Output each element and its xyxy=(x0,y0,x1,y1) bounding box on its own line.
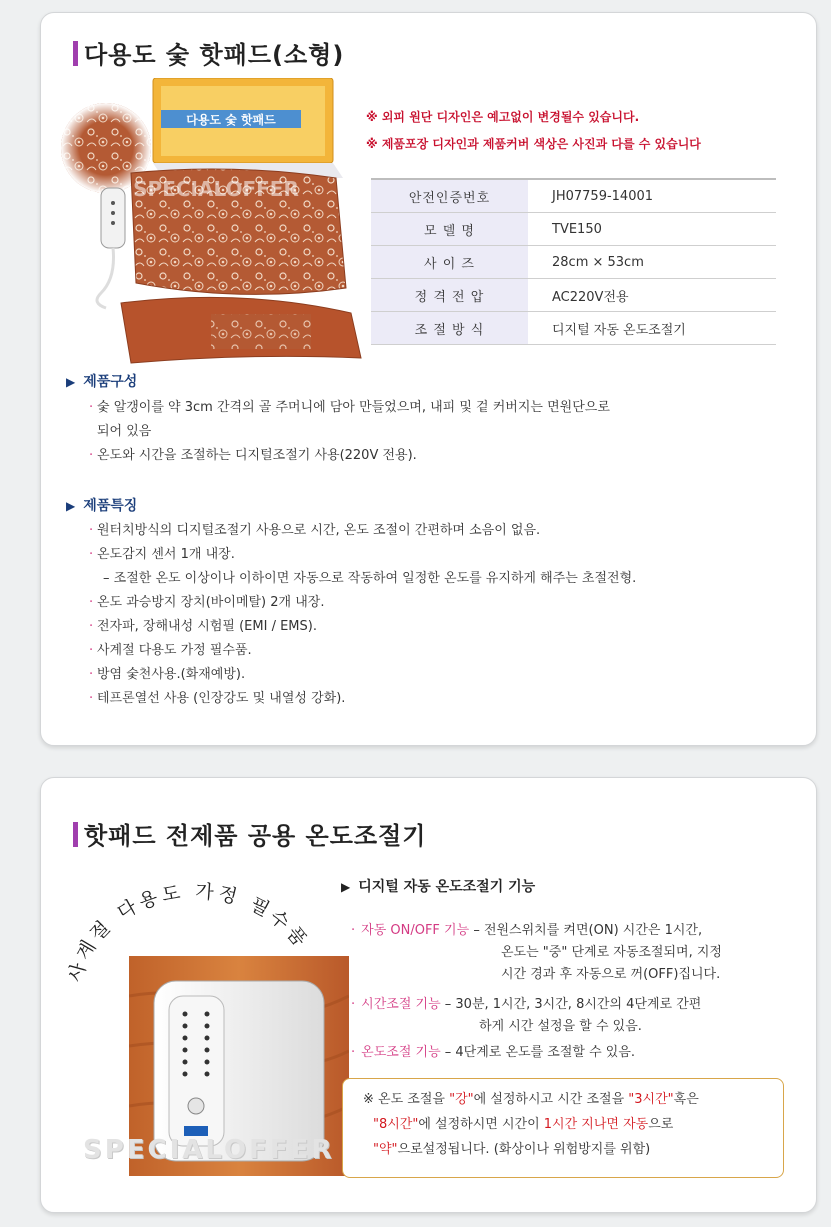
cover-pattern xyxy=(211,314,311,349)
bullet-icon: · xyxy=(89,643,94,658)
list-item-text: 되어 있음 xyxy=(97,424,152,439)
function-temperature xyxy=(351,1042,635,1064)
triangle-icon: ▶ xyxy=(66,499,76,513)
features-heading xyxy=(66,495,137,515)
function-auto-onoff xyxy=(351,920,722,986)
function-desc: 시간 경과 후 자동으로 꺼(OFF)집니다. xyxy=(501,967,721,982)
controller-panel xyxy=(40,777,817,1213)
list-item xyxy=(89,663,636,687)
warning-line-3 xyxy=(373,1138,650,1162)
warning-text: 에 설정하시면 시간이 xyxy=(418,1117,544,1132)
list-item xyxy=(89,396,610,420)
warning-highlight: "8시간" xyxy=(373,1117,419,1132)
package-label: 다용도 숯 핫패드 xyxy=(186,113,276,127)
bullet-icon: · xyxy=(351,923,356,938)
warning-line-2 xyxy=(373,1113,673,1137)
function-desc: 온도는 "중" 단계로 자동조절되며, 지정 xyxy=(501,945,722,960)
section-title-text: 다용도 숯 핫패드(소형) xyxy=(84,41,345,69)
product-info-panel xyxy=(40,12,817,746)
function-desc: – 4단계로 온도를 조절할 수 있음. xyxy=(444,1045,636,1060)
title-accent-bar xyxy=(73,822,78,847)
bullet-icon: · xyxy=(89,667,94,682)
title-accent-bar xyxy=(73,41,78,66)
product-photo xyxy=(61,78,371,368)
spec-row xyxy=(371,179,776,213)
list-item xyxy=(89,543,636,567)
list-item-text: 온도감지 센서 1개 내장. xyxy=(97,547,235,562)
list-item-text: 테프론열선 사용 (인장강도 및 내열성 강화). xyxy=(97,691,346,706)
warning-text: 으로설정됩니다. (화상이나 위험방지를 위함) xyxy=(397,1142,651,1157)
spec-key: 조 절 방 식 xyxy=(371,312,528,345)
controller-button-panel xyxy=(169,996,224,1146)
warning-text: 혹은 xyxy=(673,1092,699,1107)
features-heading-text: 제품특징 xyxy=(83,498,138,514)
section-title-text: 핫패드 전제품 공용 온도조절기 xyxy=(84,822,427,850)
spec-row xyxy=(371,312,776,345)
section-title xyxy=(73,35,344,70)
spec-row xyxy=(371,213,776,246)
notice-packaging: ※ 제품포장 디자인과 제품커버 색상은 사진과 다를 수 있습니다 xyxy=(366,137,701,151)
function-key: 시간조절 기능 xyxy=(361,997,441,1012)
spec-key: 안전인증번호 xyxy=(371,179,528,213)
bullet-icon: · xyxy=(89,547,94,562)
list-item-text: 방염 숯천사용.(화재예방). xyxy=(97,667,246,682)
mini-controller xyxy=(101,188,125,248)
warning-text: 으로 xyxy=(648,1117,674,1132)
list-item xyxy=(89,615,636,639)
warning-box xyxy=(342,1078,784,1178)
triangle-icon: ▶ xyxy=(341,880,351,894)
function-desc: – 전원스위치를 켜면(ON) 시간은 1시간, xyxy=(473,923,703,938)
spec-value: 디지털 자동 온도조절기 xyxy=(528,312,776,345)
list-item-text: 전자파, 장해내성 시험필 (EMI / EMS). xyxy=(97,619,317,634)
function-key: 온도조절 기능 xyxy=(361,1045,441,1060)
features-list xyxy=(89,519,636,711)
bullet-icon: · xyxy=(351,997,356,1012)
list-item xyxy=(89,687,636,711)
bullet-icon: · xyxy=(89,595,94,610)
spec-row xyxy=(371,279,776,312)
spec-key: 사 이 즈 xyxy=(371,246,528,279)
section-title xyxy=(73,816,426,851)
warning-line-1 xyxy=(363,1088,699,1112)
list-item-text: 사계절 다용도 가정 필수품. xyxy=(97,643,252,658)
spec-value: 28cm × 53cm xyxy=(528,246,776,279)
image-watermark: SPECIALOFFER xyxy=(133,177,299,201)
warning-highlight: "약" xyxy=(373,1142,398,1157)
function-key: 자동 ON/OFF 기능 xyxy=(361,923,470,938)
list-item-text: 온도와 시간을 조절하는 디지털조절기 사용(220V 전용). xyxy=(97,448,417,463)
list-item-text: 온도 과승방지 장치(바이메탈) 2개 내장. xyxy=(97,595,325,610)
spec-row xyxy=(371,246,776,279)
spec-key: 정 격 전 압 xyxy=(371,279,528,312)
list-item xyxy=(89,591,636,615)
composition-heading-text: 제품구성 xyxy=(83,374,138,390)
list-item xyxy=(89,639,636,663)
warning-highlight: "3시간" xyxy=(628,1092,674,1107)
function-desc: – 30분, 1시간, 3시간, 8시간의 4단계로 간편 xyxy=(444,997,702,1012)
warning-text: 에 설정하시고 시간 조절을 xyxy=(473,1092,629,1107)
bullet-icon: · xyxy=(89,691,94,706)
function-desc: 하게 시간 설정을 할 수 있음. xyxy=(479,1019,642,1034)
list-item-text: – 조절한 온도 이상이나 이하이면 자동으로 작동하여 일정한 온도를 유지하게 해주는 초절전형. xyxy=(103,571,637,586)
bullet-icon: · xyxy=(89,448,94,463)
spec-value: JH07759-14001 xyxy=(528,179,776,213)
warning-highlight: "강" xyxy=(449,1092,474,1107)
bullet-icon: · xyxy=(351,1045,356,1060)
spec-table xyxy=(371,178,776,345)
product-photo-svg xyxy=(61,78,371,368)
function-time xyxy=(351,994,701,1038)
list-item-text: 원터치방식의 디지털조절기 사용으로 시간, 온도 조절이 간편하며 소음이 없음. xyxy=(97,523,541,538)
function-heading-text: 디지털 자동 온도조절기 기능 xyxy=(358,879,536,895)
power-button xyxy=(188,1098,204,1114)
function-heading xyxy=(341,876,535,896)
image-watermark: SPECIALOFFER xyxy=(83,1135,335,1165)
list-item xyxy=(89,420,610,444)
notice-fabric: ※ 외피 원단 디자인은 예고없이 변경될수 있습니다. xyxy=(366,110,640,124)
list-item xyxy=(89,444,610,468)
list-item xyxy=(89,567,636,591)
power-cord xyxy=(97,248,114,308)
list-item xyxy=(89,519,636,543)
triangle-icon: ▶ xyxy=(66,375,76,389)
composition-heading xyxy=(66,371,137,391)
bullet-icon: · xyxy=(89,619,94,634)
warning-text: ※ 온도 조절을 xyxy=(363,1092,450,1107)
spec-value: TVE150 xyxy=(528,213,776,246)
composition-list xyxy=(89,396,610,468)
bullet-icon: · xyxy=(89,523,94,538)
spec-key: 모 델 명 xyxy=(371,213,528,246)
spec-value: AC220V전용 xyxy=(528,279,776,312)
bullet-icon: · xyxy=(89,400,94,415)
list-item-text: 숯 알갱이를 약 3cm 간격의 골 주머니에 담아 만들었으며, 내피 및 겉 커버지는 면원단으로 xyxy=(97,400,610,415)
arc-slogan-path: 사계절 다용도 가정 필수품 xyxy=(64,880,314,985)
warning-highlight: 1시간 지나면 자동 xyxy=(543,1117,649,1132)
